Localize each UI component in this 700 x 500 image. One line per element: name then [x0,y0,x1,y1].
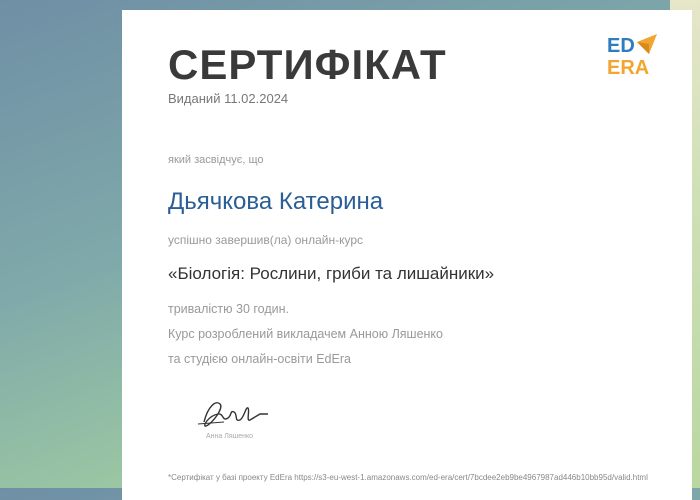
completed-text: успішно завершив(ла) онлайн-курс [168,233,363,247]
logo-text-ed: ED [607,35,635,57]
edera-logo [607,32,667,82]
paper-plane-icon [635,32,663,60]
certificate-footnote: *Сертифікат у базі проекту EdEra https://s3-eu-west-1.amazonaws.com/ed-era/cert/7bcdee2eb9be4967987ad446b10bb95d/valid.html [168,473,648,482]
studio-text: та студією онлайн-освіти EdEra [168,352,351,366]
logo-text-era: ERA [607,57,650,79]
duration-text: тривалістю 30 годин. [168,302,289,316]
certifies-text: який засвідчує, що [168,154,264,166]
recipient-name: Дьячкова Катерина [168,188,384,215]
issue-date: Виданий 11.02.2024 [168,91,289,106]
certificate-title: СЕРТИФІКАТ [168,41,447,88]
signature-icon [194,396,274,432]
author-text: Курс розроблений викладачем Анною Ляшенко [168,327,443,341]
signature-name: Анна Ляшенко [206,433,254,440]
course-title: «Біологія: Рослини, гриби та лишайники» [168,264,495,283]
certificate-sheet [122,10,692,500]
